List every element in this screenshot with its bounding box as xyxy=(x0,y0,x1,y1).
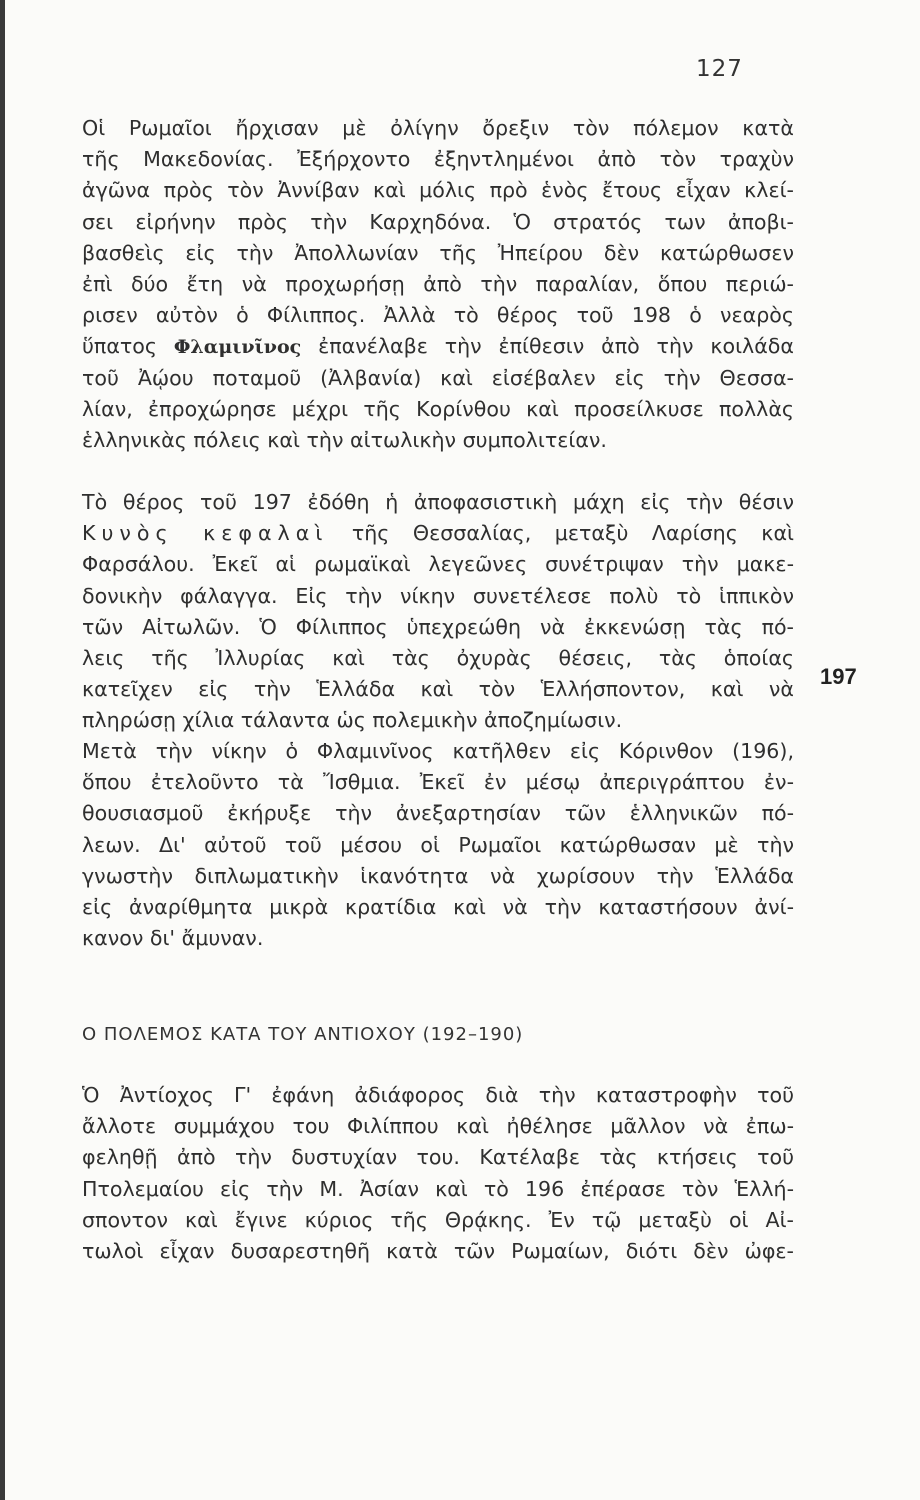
text-line: κανον δι' ἄμυναν. xyxy=(82,926,264,951)
text-line: ρισεν αὐτὸν ὁ Φίλιππος. Ἀλλὰ τὸ θέρος τοῦ 198 ὁ νεαρὸς xyxy=(82,303,794,328)
text-line: κατεῖχεν εἰς τὴν Ἑλλάδα καὶ τὸν Ἑλλήσποντον, καὶ νὰ xyxy=(82,677,794,702)
text-line: πληρώσῃ χίλια τάλαντα ὡς πολεμικὴν ἀποζημίωσιν. xyxy=(82,708,623,733)
text-line: γνωστὴν διπλωματικὴν ἱκανότητα νὰ χωρίσουν τὴν Ἑλλάδα xyxy=(82,863,794,888)
paragraph-roman-war-intro xyxy=(82,113,794,456)
page-edge-line xyxy=(0,0,5,1500)
text-line: Τὸ θέρος τοῦ 197 ἐδόθη ἡ ἀποφασιστικὴ μάχη εἰς τὴν θέσιν xyxy=(82,490,794,514)
text-line: Οἱ Ρωμαῖοι ἤρχισαν μὲ ὀλίγην ὄρεξιν τὸν πόλεμον κατὰ xyxy=(82,116,794,140)
text-line: Πτολεμαίου εἰς τὴν Μ. Ἀσίαν καὶ τὸ 196 ἐπέρασε τὸν Ἑλλή- xyxy=(82,1176,794,1201)
text-line: λίαν, ἐπροχώρησε μέχρι τῆς Κορίνθου καὶ προσείλκυσε πολλὰς xyxy=(82,396,794,421)
text-line: σει εἰρήνην πρὸς τὴν Καρχηδόνα. Ὁ στρατός των ἀποβι- xyxy=(82,209,794,234)
page-number: 127 xyxy=(696,56,743,82)
section-heading: Ο ΠΟΛΕΜΟΣ ΚΑΤΑ ΤΟΥ ΑΝΤΙΟΧΟΥ (192–190) xyxy=(82,1024,524,1045)
text-line xyxy=(82,331,794,362)
text-line xyxy=(82,518,794,549)
text-line: δονικὴν φάλαγγα. Εἰς τὴν νίκην συνετέλεσε πολὺ τὸ ἱππικὸν xyxy=(82,583,794,608)
text-line: τοῦ Ἀῴου ποταμοῦ (Ἀλβανία) καὶ εἰσέβαλεν εἰς τὴν Θεσσα- xyxy=(82,365,794,390)
paragraph-battle-of-cynoscephalae xyxy=(82,487,794,737)
text-fragment: ὕπατος xyxy=(82,334,174,359)
text-line: σποντον καὶ ἔγινε κύριος τῆς Θρᾴκης. Ἐν τῷ μεταξὺ οἱ Αἰ- xyxy=(82,1207,794,1232)
text-fragment: τῆς Θεσσαλίας, μεταξὺ Λαρίσης καὶ xyxy=(328,521,794,546)
text-line: βασθεὶς εἰς τὴν Ἀπολλωνίαν τῆς Ἠπείρου δὲν κατώρθωσεν xyxy=(82,240,794,265)
paragraph-isthmian-declaration xyxy=(82,736,794,954)
text-line: ἐπὶ δύο ἔτη νὰ προχωρήσῃ ἀπὸ τὴν παραλίαν, ὅπου περιώ- xyxy=(82,271,794,296)
text-line: τωλοὶ εἶχαν δυσαρεστηθῆ κατὰ τῶν Ρωμαίων, διότι δὲν ὠφε- xyxy=(82,1238,794,1263)
text-line: τῆς Μακεδονίας. Ἐξήρχοντο ἐξηντλημένοι ἀπὸ τὸν τραχὺν xyxy=(82,147,794,172)
bold-name-flamininus: Φλαμινῖνος xyxy=(173,336,302,359)
text-line: λεων. Δι' αὐτοῦ τοῦ μέσου οἱ Ρωμαῖοι κατώρθωσαν μὲ τὴν xyxy=(82,832,794,857)
text-line: εἰς ἀναρίθμητα μικρὰ κρατίδια καὶ νὰ τὴν καταστήσουν ἀνί- xyxy=(82,894,794,919)
text-line: Μετὰ τὴν νίκην ὁ Φλαμινῖνος κατῆλθεν εἰς Κόρινθον (196), xyxy=(82,739,794,763)
text-line: ἀγῶνα πρὸς τὸν Ἀννίβαν καὶ μόλις πρὸ ἑνὸς ἔτους εἶχαν κλεί- xyxy=(82,178,794,203)
text-line: ἑλληνικὰς πόλεις καὶ τὴν αἰτωλικὴν συμπολιτείαν. xyxy=(82,427,607,452)
spaced-place-name: Κυνὸς κεφαλαὶ xyxy=(82,521,329,546)
text-line: φεληθῇ ἀπὸ τὴν δυστυχίαν του. Κατέλαβε τὰς κτήσεις τοῦ xyxy=(82,1145,794,1170)
text-line: τῶν Αἰτωλῶν. Ὁ Φίλιππος ὑπεχρεώθη νὰ ἐκκενώσῃ τὰς πό- xyxy=(82,614,794,639)
text-line: ἄλλοτε συμμάχου του Φιλίππου καὶ ἠθέλησε μᾶλλον νὰ ἐπω- xyxy=(82,1114,794,1139)
margin-year-note: 197 xyxy=(820,664,857,689)
text-line: ὅπου ἐτελοῦντο τὰ Ἴσθμια. Ἐκεῖ ἐν μέσῳ ἀπεριγράπτου ἐν- xyxy=(82,770,794,795)
text-line: Φαρσάλου. Ἐκεῖ αἱ ρωμαϊκαὶ λεγεῶνες συνέτριψαν τὴν μακε- xyxy=(82,552,794,577)
text-line: Ὁ Ἀντίοχος Γ' ἐφάνη ἀδιάφορος διὰ τὴν καταστροφὴν τοῦ xyxy=(82,1083,794,1107)
paragraph-antiochus xyxy=(82,1080,794,1267)
text-line: θουσιασμοῦ ἐκήρυξε τὴν ἀνεξαρτησίαν τῶν ἑλληνικῶν πό- xyxy=(82,801,794,826)
text-line: λεις τῆς Ἰλλυρίας καὶ τὰς ὀχυρὰς θέσεις, τὰς ὁποίας xyxy=(82,645,794,670)
text-fragment: ἐπανέλαβε τὴν ἐπίθεσιν ἀπὸ τὴν κοιλάδα xyxy=(301,334,794,359)
